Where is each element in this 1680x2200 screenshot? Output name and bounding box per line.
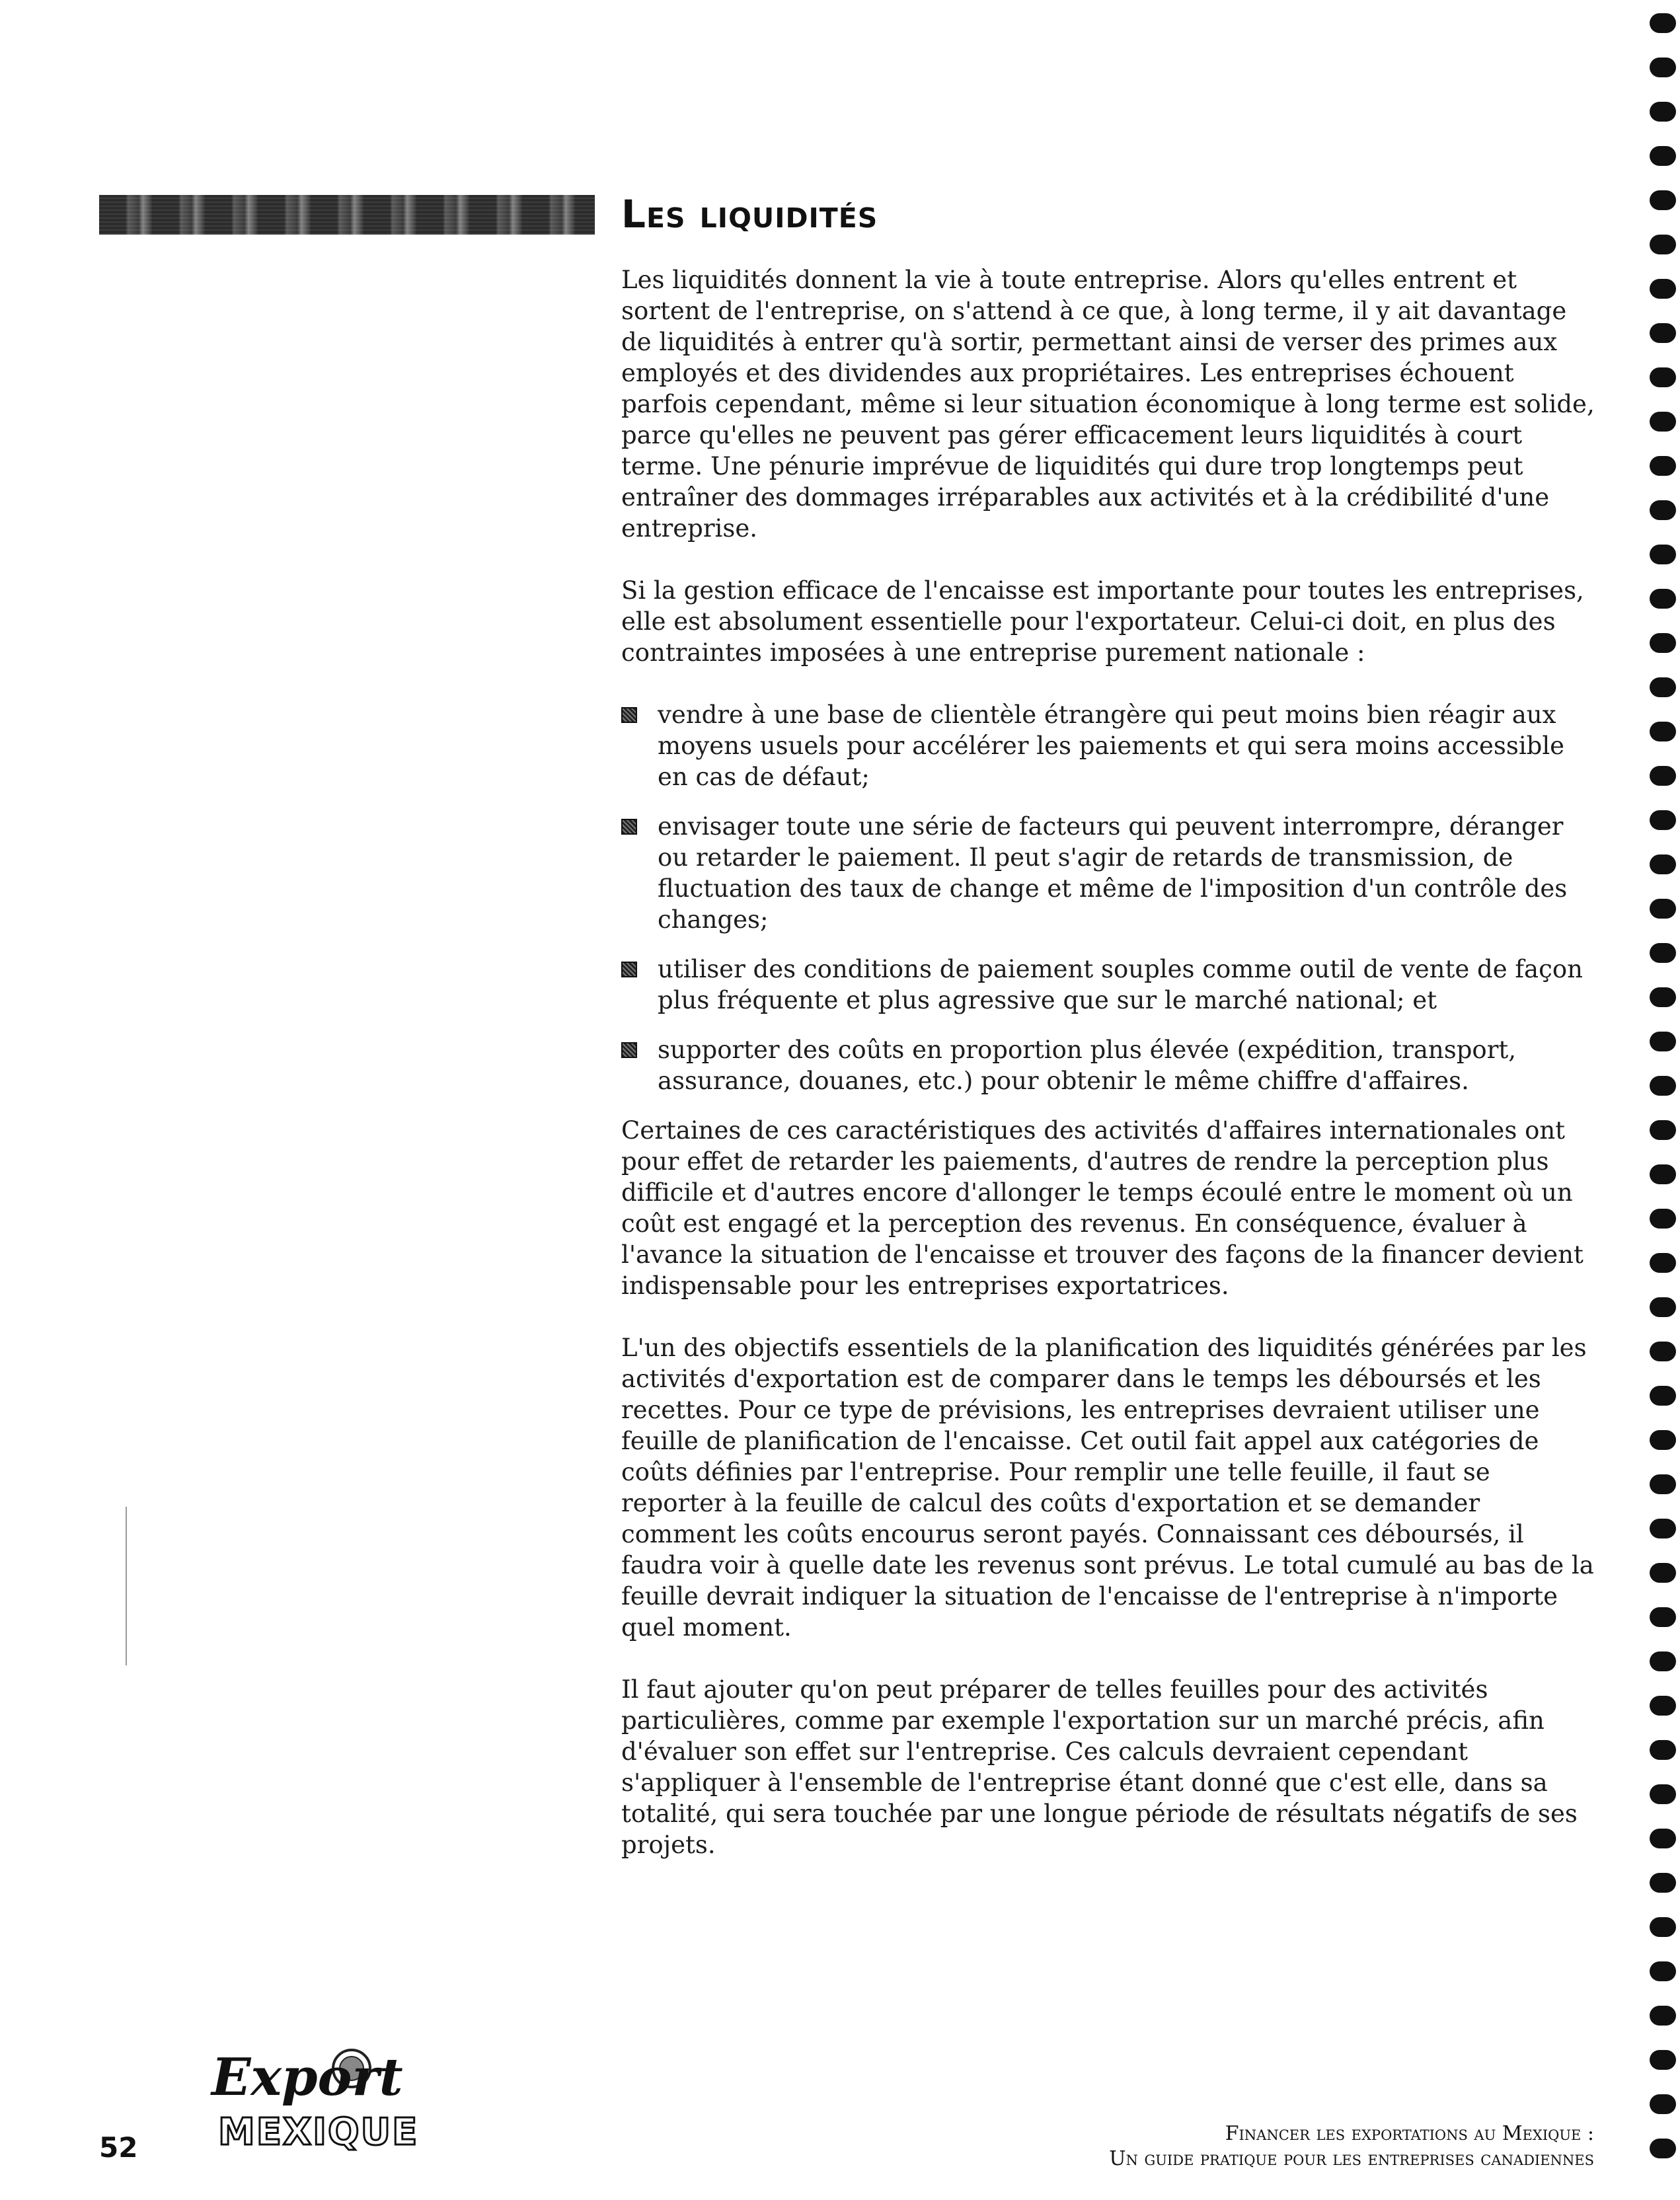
binding-hole bbox=[1650, 1342, 1676, 1361]
list-item bbox=[621, 954, 1599, 1016]
footer-line-2: Un guide pratique pour les entreprises canadiennes bbox=[1109, 2147, 1594, 2170]
binding-hole bbox=[1650, 235, 1676, 254]
binding-hole bbox=[1650, 899, 1676, 919]
list-item bbox=[621, 1034, 1599, 1096]
binding-hole bbox=[1650, 633, 1676, 653]
binding-hole bbox=[1650, 367, 1676, 387]
square-bullet-icon bbox=[621, 962, 637, 977]
binding-hole bbox=[1650, 1430, 1676, 1450]
margin-scan-mark bbox=[126, 1507, 127, 1665]
binding-hole bbox=[1650, 2050, 1676, 2070]
article-body bbox=[621, 264, 1599, 1891]
binding-hole bbox=[1650, 323, 1676, 343]
constraints-list bbox=[621, 699, 1599, 1096]
footer-line-1: Financer les exportations au Mexique : bbox=[1225, 2122, 1594, 2145]
binding-hole bbox=[1650, 1651, 1676, 1671]
binding-hole bbox=[1650, 1784, 1676, 1804]
binding-hole bbox=[1650, 1253, 1676, 1273]
binding-hole bbox=[1650, 1474, 1676, 1494]
square-bullet-icon bbox=[621, 707, 637, 723]
binding-hole bbox=[1650, 13, 1676, 33]
binding-hole bbox=[1650, 1961, 1676, 1981]
binding-hole bbox=[1650, 102, 1676, 122]
binding-hole bbox=[1650, 1740, 1676, 1760]
binding-hole bbox=[1650, 57, 1676, 77]
list-item-text: vendre à une base de clientèle étrangère qui peut moins bien réagir aux moyens usuels pour accélérer les paiements et qui sera moins accessible en cas de défaut; bbox=[658, 701, 1565, 791]
paragraph-2: Si la gestion efficace de l'encaisse est importante pour toutes les entreprises, elle est absolument essentielle pour l'exportateur. Celui-ci doit, en plus des contraintes imposées à une entreprise purement nationale : bbox=[621, 576, 1584, 667]
list-item-text: envisager toute une série de facteurs qui peuvent interrompre, déranger ou retarder le paiement. Il peut s'agir de retards de transmission, de fluctuation des taux de change et même de l'imposition d'un contrôle des changes; bbox=[658, 812, 1568, 934]
binding-hole bbox=[1650, 1563, 1676, 1583]
list-item bbox=[621, 699, 1599, 792]
binding-hole bbox=[1650, 810, 1676, 830]
binding-hole bbox=[1650, 279, 1676, 299]
binding-hole bbox=[1650, 766, 1676, 786]
list-item-text: utiliser des conditions de paiement souples comme outil de vente de façon plus fréquente et plus agressive que sur le marché national; et bbox=[658, 955, 1583, 1014]
logo-word-export: Export bbox=[211, 2047, 403, 2107]
binding-hole bbox=[1650, 1917, 1676, 1937]
header-decorative-band bbox=[99, 195, 595, 235]
square-bullet-icon bbox=[621, 819, 637, 835]
binding-hole bbox=[1650, 677, 1676, 697]
binding-hole bbox=[1650, 943, 1676, 963]
paragraph-1: Les liquidités donnent la vie à toute entreprise. Alors qu'elles entrent et sortent de l'entreprise, on s'attend à ce que, à long terme, il y ait davantage de liquidités à entrer qu'à sortir, permettant ainsi de verser des primes aux employés et des dividendes aux propriétaires. Les entreprises échouent parfois cependant, même si leur situation économique à long terme est solide, parce qu'elles ne peuvent pas gérer efficacement leurs liquidités à court terme. Une pénurie imprévue de liquidités qui dure trop longtemps peut entraîner des dommages irréparables aux activités et à la crédibilité d'une entreprise. bbox=[621, 266, 1595, 543]
binding-hole bbox=[1650, 589, 1676, 609]
binding-hole bbox=[1650, 1164, 1676, 1184]
binding-hole bbox=[1650, 1519, 1676, 1538]
paragraph-3: Certaines de ces caractéristiques des activités d'affaires internationales ont pour effet de retarder les paiements, d'autres de rendre la perception plus difficile et d'autres encore d'allonger le temps écoulé entre le moment où un coût est engagé et la perception des revenus. En conséquence, évaluer à l'avance la situation de l'encaisse et trouver des façons de la financer devient indispensable pour les entreprises exportatrices. bbox=[621, 1116, 1584, 1300]
binding-hole bbox=[1650, 2139, 1676, 2158]
paragraph-4: L'un des objectifs essentiels de la planification des liquidités générées par les activités d'exportation est de comparer dans le temps les déboursés et les recettes. Pour ce type de prévisions, les entreprises devraient utiliser une feuille de planification de l'encaisse. Cet outil fait appel aux catégories de coûts définies par l'entreprise. Pour remplir une telle feuille, il faut se reporter à la feuille de calcul des coûts d'exportation et se demander comment les coûts encourus seront payés. Connaissant ces déboursés, il faudra voir à quelle date les revenus sont prévus. Le total cumulé au bas de la feuille devrait indiquer la situation de l'encaisse de l'entreprise à n'importe quel moment. bbox=[621, 1334, 1594, 1642]
binding-hole bbox=[1650, 1032, 1676, 1051]
list-item bbox=[621, 811, 1599, 935]
page-number: 52 bbox=[99, 2131, 138, 2164]
square-bullet-icon bbox=[621, 1042, 637, 1058]
binding-hole bbox=[1650, 854, 1676, 874]
binding-hole bbox=[1650, 1209, 1676, 1229]
list-item-text: supporter des coûts en proportion plus élevée (expédition, transport, assurance, douanes, etc.) pour obtenir le même chiffre d'affaires. bbox=[658, 1036, 1517, 1095]
binding-hole bbox=[1650, 1873, 1676, 1893]
binding-hole bbox=[1650, 500, 1676, 520]
binding-hole bbox=[1650, 1297, 1676, 1317]
binding-hole bbox=[1650, 190, 1676, 210]
binding-hole bbox=[1650, 545, 1676, 564]
binding-hole bbox=[1650, 987, 1676, 1007]
binding-hole bbox=[1650, 1829, 1676, 1848]
page-title: Les liquidités bbox=[621, 192, 878, 237]
binding-hole bbox=[1650, 2006, 1676, 2026]
binding-hole bbox=[1650, 1076, 1676, 1096]
footer-publication-title bbox=[1109, 2121, 1594, 2172]
paragraph-5: Il faut ajouter qu'on peut préparer de telles feuilles pour des activités particulières, comme par exemple l'exportation sur un marché précis, afin d'évaluer son effet sur l'entreprise. Ces calculs devraient cependant s'appliquer à l'ensemble de l'entreprise étant donné que c'est elle, dans sa totalité, qui sera touchée par une longue période de résultats négatifs de ses projets. bbox=[621, 1675, 1578, 1859]
logo-graphic bbox=[198, 2022, 419, 2174]
binding-hole bbox=[1650, 722, 1676, 741]
logo-word-mexique: MEXIQUE bbox=[218, 2111, 419, 2154]
binding-hole bbox=[1650, 456, 1676, 476]
spiral-binding-icon bbox=[1634, 0, 1680, 2200]
binding-hole bbox=[1650, 412, 1676, 432]
binding-hole bbox=[1650, 146, 1676, 166]
binding-hole bbox=[1650, 1607, 1676, 1627]
binding-hole bbox=[1650, 2094, 1676, 2114]
export-mexique-logo bbox=[198, 2022, 419, 2174]
binding-hole bbox=[1650, 1696, 1676, 1716]
binding-hole bbox=[1650, 1120, 1676, 1140]
binding-hole bbox=[1650, 1386, 1676, 1406]
